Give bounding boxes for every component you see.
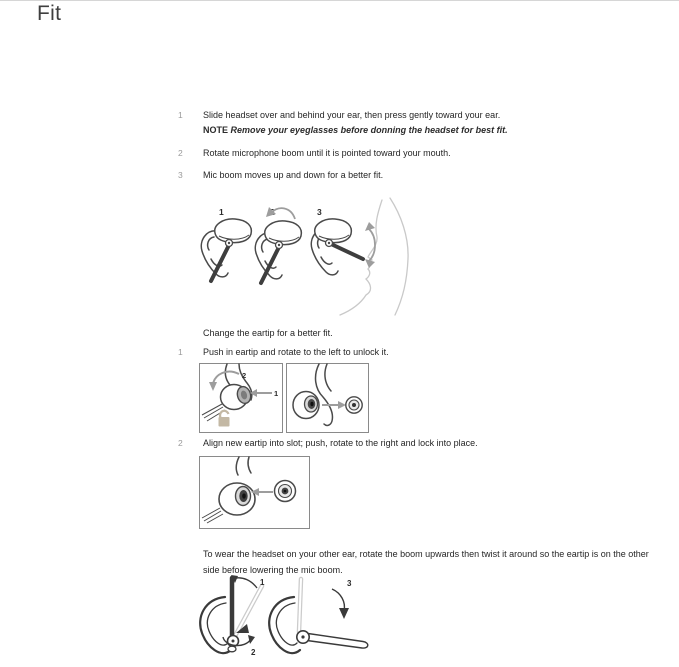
headset-illustration — [315, 219, 352, 247]
figure-step-label: 3 — [317, 207, 322, 217]
eartip-step-2 — [178, 437, 478, 450]
step-number: 2 — [178, 438, 183, 448]
rotate-up-arrow-icon — [231, 575, 257, 588]
fit-step-3 — [178, 169, 383, 182]
headset-illustration — [265, 221, 302, 249]
figure-step-label: 1 — [219, 207, 224, 217]
eartip-illustration — [275, 481, 296, 502]
eartip-socket-illustration — [305, 396, 318, 412]
eartip-socket-illustration — [236, 487, 251, 506]
eartip-illustration — [346, 397, 362, 413]
note-label: NOTE — [203, 125, 229, 135]
eartip-illustration — [228, 646, 236, 652]
ghost-boom-illustration — [299, 579, 301, 632]
remove-panel — [287, 364, 369, 433]
top-rule — [0, 0, 679, 1]
mic-boom-illustration — [261, 247, 279, 283]
page-title: Fit — [37, 2, 62, 25]
eartip-unlock-figure — [199, 363, 369, 438]
pivot-dot — [301, 635, 304, 638]
unlock-panel — [200, 364, 283, 433]
other-ear-paragraph: To wear the headset on your other ear, rotate the boom upwards then twist it around so the eartip is on the other side before lowering the mic boom. — [203, 549, 649, 575]
eartip-insert-figure — [199, 456, 310, 534]
boom-up-illustration — [200, 575, 265, 657]
step-text: Rotate microphone boom until it is pointed toward your mouth. — [203, 148, 451, 158]
figure-step-label: 2 — [242, 371, 247, 380]
pivot-dot — [232, 640, 235, 643]
step-number: 3 — [178, 170, 183, 180]
fit-step-2 — [178, 147, 451, 160]
eartip-intro: Change the eartip for a better fit. — [203, 328, 333, 338]
boom-down-illustration — [269, 579, 368, 653]
fit-note — [203, 125, 508, 135]
step-text: Align new eartip into slot; push, rotate to the right and lock into place. — [203, 438, 478, 448]
step-text: Mic boom moves up and down for a better fit. — [203, 170, 384, 180]
figure-step-label: 3 — [347, 579, 352, 588]
rotate-arrow-icon — [266, 207, 295, 219]
up-down-arrow-icon — [365, 222, 375, 268]
step-text: Slide headset over and behind your ear, then press gently toward your ear. — [203, 110, 501, 120]
headset-illustration — [215, 219, 252, 247]
face-profile-illustration — [340, 198, 408, 315]
figure-step-label: 2 — [251, 648, 256, 657]
step-text: Push in eartip and rotate to the left to unlock it. — [203, 347, 389, 357]
rotate-down-arrow-icon — [332, 589, 349, 619]
mic-boom-illustration — [331, 244, 363, 259]
fit-step-1 — [178, 109, 500, 122]
step-number: 2 — [178, 148, 183, 158]
figure-step-label: 1 — [260, 578, 265, 587]
mic-boom-illustration — [307, 634, 368, 649]
step-number: 1 — [178, 347, 183, 357]
swap-ear-figure — [185, 575, 390, 667]
step-number: 1 — [178, 110, 183, 120]
eartip-step-1 — [178, 346, 389, 359]
note-text: Remove your eyeglasses before donning the headset for best fit. — [230, 125, 508, 135]
earhook-illustration — [200, 597, 231, 653]
figure-step-label: 1 — [274, 389, 279, 398]
fit-steps-figure — [193, 197, 423, 322]
earhook-illustration — [269, 597, 300, 653]
